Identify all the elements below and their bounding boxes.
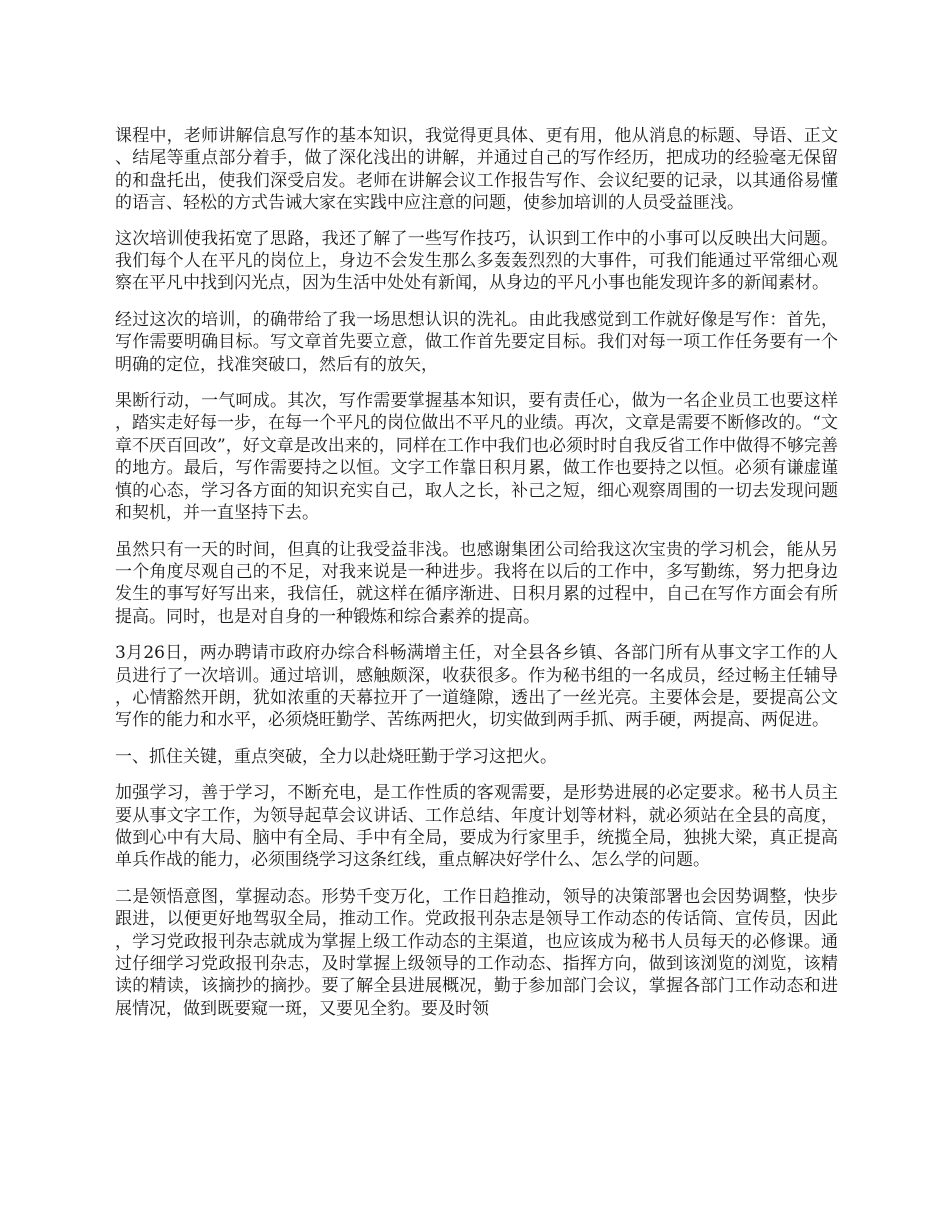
paragraph-1: 课程中，老师讲解信息写作的基本知识，我觉得更具体、更有用，他从消息的标题、导语、正文、结尾等重点部分着手，做了深化浅出的讲解，并通过自己的写作经历，把成功的经验毫无保留的和盘托出，使我们深受启发。老师在讲解会议工作报告写作、会议纪要的记录，以其通俗易懂的语言、轻松的方式告诫大家在实践中应注意的问题，使参加培训的人员受益匪浅。 [115, 126, 838, 214]
paragraph-7: 加强学习，善于学习，不断充电，是工作性质的客观需要，是形势进展的必定要求。秘书人员主要从事文字工作，为领导起草会议讲话、工作总结、年度计划等材料，就必须站在全县的高度，做到心中有大局、脑中有全局、手中有全局，要成为行家里手，统揽全局，独挑大梁，真正提高单兵作战的能力，必须围绕学习这条红线，重点解决好学什么、怎么学的问题。 [115, 783, 838, 871]
paragraph-3: 经过这次的培训，的确带给了我一场思想认识的洗礼。由此我感觉到工作就好像是写作：首先，写作需要明确目标。写文章首先要立意，做工作首先要定目标。我们对每一项工作任务要有一个明确的定位，找准突破口，然后有的放矢， [115, 309, 838, 375]
paragraph-4: 果断行动，一气呵成。其次，写作需要掌握基本知识，要有责任心，做为一名企业员工也要这样，踏实走好每一步，在每一个平凡的岗位做出不平凡的业绩。再次，文章是需要不断修改的。“文章不厌百回改”，好文章是改出来的，同样在工作中我们也必须时时自我反省工作中做得不够完善的地方。最后，写作需要持之以恒。文字工作靠日积月累，做工作也要持之以恒。必须有谦虚谨慎的心态，学习各方面的知识充实自己，取人之长，补己之短，细心观察周围的一切去发现问题和契机，并一直坚持下去。 [115, 391, 838, 524]
paragraph-5: 虽然只有一天的时间，但真的让我受益非浅。也感谢集团公司给我这次宝贵的学习机会，能从另一个角度尽观自己的不足，对我来说是一种进步。我将在以后的工作中，多写勤练，努力把身边发生的事写好写出来，我信任，就这样在循序渐进、日积月累的过程中，自己在写作方面会有所提高。同时，也是对自身的一种锻炼和综合素养的提高。 [115, 539, 838, 627]
paragraph-2: 这次培训使我拓宽了思路，我还了解了一些写作技巧，认识到工作中的小事可以反映出大问题。我们每个人在平凡的岗位上，身边不会发生那么多轰轰烈烈的大事件，可我们能通过平常细心观察在平凡中找到闪光点，因为生活中处处有新闻，从身边的平凡小事也能发现许多的新闻素材。 [115, 228, 838, 294]
paragraph-6: 3月26日，两办聘请市政府办综合科畅满增主任，对全县各乡镇、各部门所有从事文字工作的人员进行了一次培训。通过培训，感触颇深，收获很多。作为秘书组的一名成员，经过畅主任辅导，心情豁然开朗，犹如浓重的天幕拉开了一道缝隙，透出了一丝光亮。主要体会是，要提高公文写作的能力和水平，必须烧旺勤学、苦练两把火，切实做到两手抓、两手硬，两提高、两促进。 [115, 643, 838, 731]
document-body [115, 125, 838, 1034]
paragraph-8: 二是领悟意图，掌握动态。形势千变万化，工作日趋推动，领导的决策部署也会因势调整，快步跟进，以便更好地驾驭全局，推动工作。党政报刊杂志是领导工作动态的传话筒、宣传员，因此，学习党政报刊杂志就成为掌握上级工作动态的主渠道，也应该成为秘书人员每天的必修课。通过仔细学习党政报刊杂志，及时掌握上级领导的工作动态、指挥方向，做到该浏览的浏览，该精读的精读，该摘抄的摘抄。要了解全县进展概况，勤于参加部门会议，掌握各部门工作动态和进展情况，做到既要窥一斑，又要见全豹。要及时领 [115, 886, 838, 1019]
section-heading: 一、抓住关键，重点突破，全力以赴烧旺勤于学习这把火。 [115, 746, 557, 767]
